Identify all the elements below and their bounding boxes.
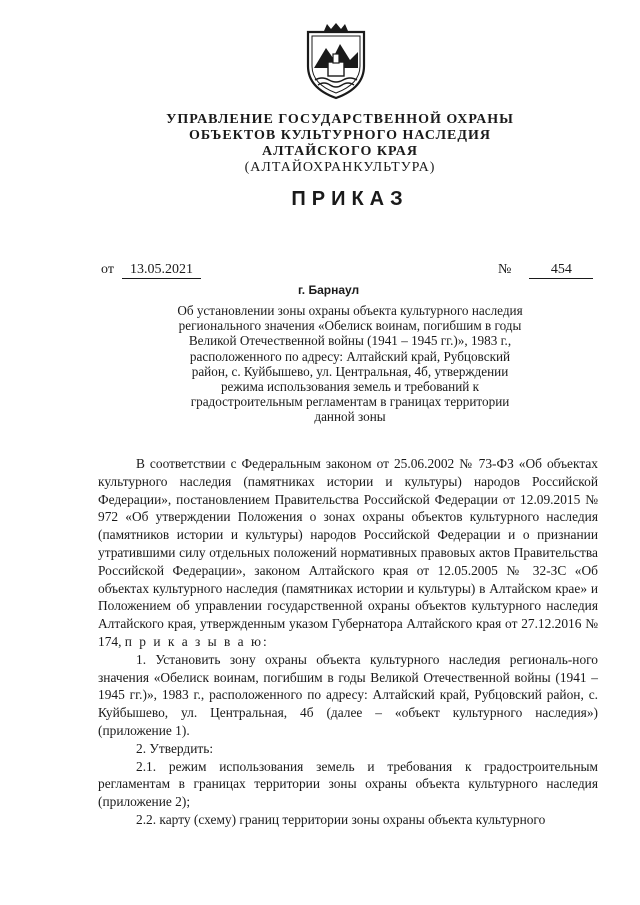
subject-line: данной зоны xyxy=(314,409,386,425)
subject-line: район, с. Куйбышево, ул. Центральная, 4б, утверждении xyxy=(191,363,509,379)
organization-header xyxy=(150,112,530,176)
subject-line: градостроительным регламентам в границах территории xyxy=(190,394,510,410)
subject-line: расположенного по адресу: Алтайский край, Рубцовский xyxy=(189,348,511,364)
subject-line: регионального значения «Обелиск воинам, погибшим в годы xyxy=(178,318,522,334)
number-prefix: № xyxy=(498,262,512,277)
date-value: 13.05.2021 xyxy=(122,262,201,279)
document-title: ПРИКАЗ xyxy=(291,188,409,210)
date-field xyxy=(101,262,201,279)
org-abbreviation: (АЛТАЙОХРАНКУЛЬТУРА) xyxy=(244,160,436,175)
preamble-paragraph xyxy=(98,455,598,651)
org-name-line: АЛТАЙСКОГО КРАЯ xyxy=(261,144,419,159)
preamble-text: В соответствии с Федеральным законом от 25.06.2002 № 73-ФЗ «Об объектах культурного наследия (памятниках истории и культуры) народов Российской Федерации», постановлением Правительства Российской Федерации от 12.09.2015 № 972 «Об утверждении Положения о зонах охраны объектов культурного наследия (памятников истории и культуры) народов Российской Федерации и о признании утратившими силу отдельных положений нормативных правовых актов Правительства Российской Федерации», законом Алтайского края от 12.05.2005 № 32-ЗС «Об объектах культурного наследия (памятниках истории и культуры) в Алтайском крае» и Положением об управлении государственной охраны объектов культурного наследия Алтайского края, утвержденным указом Губернатора Алтайского края от 27.12.2016 № 174, xyxy=(98,456,598,649)
document-subject xyxy=(140,303,560,425)
number-value: 454 xyxy=(529,262,593,279)
clause-paragraph: 1. Установить зону охраны объекта культурного наследия региональ-ного значения «Обелиск воинам, погибшим в годы Великой Отечественной войны (1941 – 1945 гг.)», 1983 г., расположенного по адресу: Алтайский край, Рубцовский район, с. Куйбышево, ул. Центральная, 4б (далее – «объект культурного наследия») (приложение 1). xyxy=(98,651,598,738)
org-name-line: ОБЪЕКТОВ КУЛЬТУРНОГО НАСЛЕДИЯ xyxy=(189,128,491,143)
clause-paragraph: 2.1. режим использования земель и требования к градостроительным регламентам в границах территории зоны охраны объекта культурного наследия (приложение 2); xyxy=(98,758,598,810)
city-label: г. Барнаул xyxy=(298,283,360,297)
order-keyword: п р и к а з ы в а ю: xyxy=(124,633,269,649)
date-prefix: от xyxy=(101,262,114,277)
clause-paragraph: 2.2. карту (схему) границ территории зоны охраны объекта культурного xyxy=(136,811,546,827)
clause-paragraph: 2. Утвердить: xyxy=(136,740,214,756)
subject-line: режима использования земель и требований к xyxy=(220,379,480,395)
org-name-line: УПРАВЛЕНИЕ ГОСУДАРСТВЕННОЙ ОХРАНЫ xyxy=(166,112,514,127)
subject-line: Великой Отечественной войны (1941 – 1945 гг.)», 1983 г., xyxy=(188,333,512,349)
coat-of-arms-icon xyxy=(300,22,372,100)
number-field xyxy=(498,262,593,279)
document-body xyxy=(98,455,598,829)
subject-line: Об установлении зоны охраны объекта культурного наследия xyxy=(177,303,523,318)
